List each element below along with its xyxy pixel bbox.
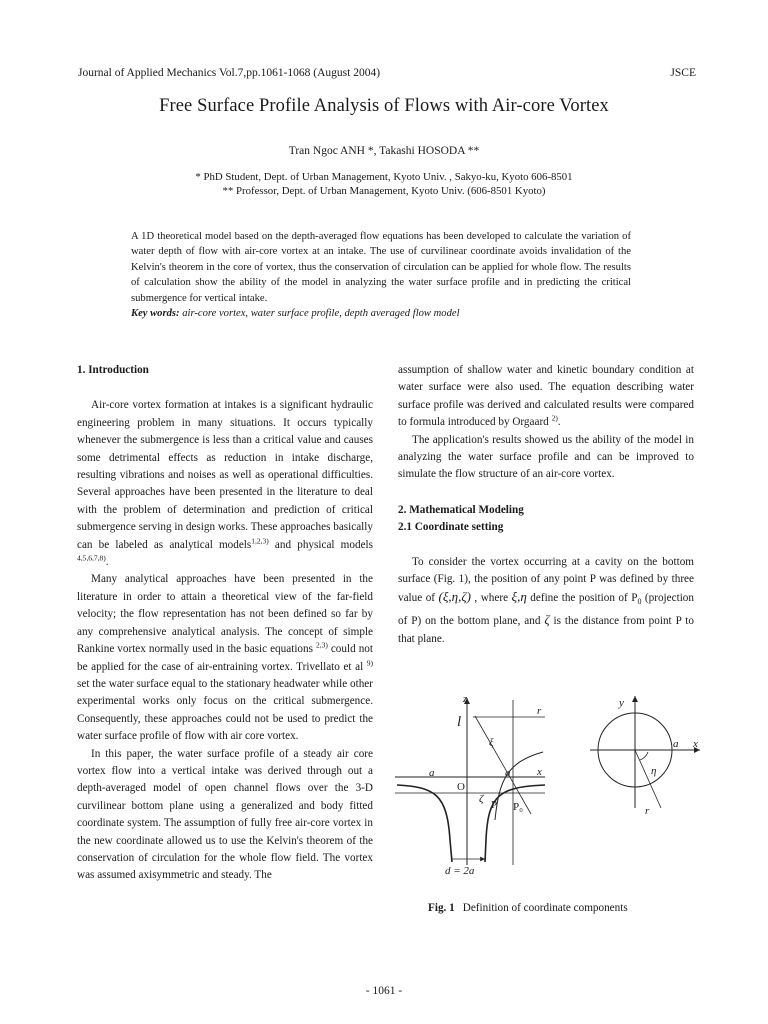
subscript: 0: [637, 597, 642, 607]
intro-paragraph-5: The application's results showed us the ability of the model in analyzing the water surface profile and can be improved to simulate the flow structure of an air-core vortex.: [398, 433, 694, 481]
keywords-label: Key words:: [131, 308, 180, 319]
label-x-right: x: [693, 738, 698, 750]
page-number: - 1061 -: [365, 985, 403, 997]
intro-paragraph-4: assumption of shallow water and kinetic boundary condition at water surface were also used. The equation describing water surface profile was derived and calculated results were compared to formula introduced by Orgaard $^{2)}$.: [398, 364, 694, 429]
affiliation-2: ** Professor, Dept. of Urban Management, Kyoto Univ. (606-8501 Kyoto): [222, 185, 546, 197]
label-a-mid: a: [505, 767, 511, 779]
label-a-right: a: [673, 738, 679, 750]
intro-paragraph-1: Air-core vortex formation at intakes is a significant hydraulic engineering problem in many situations. It occurs typically whenever the submergence is less than a critical value and causes some detrimental effects as reduction in intake discharge, resulting vibrations and noises as well as operational difficulties. Several approaches have been presented in the literature to deal with the problem of determination and prediction of critical submergence serving in design works. These approaches basically can be labeled as analytical models$^{1,2,3)}$ and physical models $^{4,5,6,7,8)}$.: [77, 399, 373, 569]
affiliation-1: * PhD Student, Dept. of Urban Management, Kyoto Univ. , Sakyo-ku, Kyoto 606-8501: [195, 171, 573, 183]
keywords: [131, 308, 651, 319]
right-column: [398, 362, 694, 648]
radius-line: [635, 750, 661, 808]
citation: 1,2,3): [251, 535, 269, 545]
society-label: JSCE: [670, 67, 696, 79]
section-heading-introduction: 1. Introduction: [77, 364, 149, 376]
citation: 2,3): [315, 640, 328, 650]
section-heading-modeling: 2. Mathematical Modeling: [398, 503, 524, 516]
label-r-right: r: [645, 805, 650, 817]
label-x: x: [537, 766, 542, 778]
abstract: A 1D theoretical model based on the depth-averaged flow equations has been developed to calculate the variation of water depth of flow with air-core vortex at an intake. The use of curvilinear coordinate avoids invalidation of the Kelvin's theorem in the core of vortex, thus the conservation of circulation can be applied for whole flow. The results of calculation show the ability of the model in analyzing the water surface profile and in predicting the critical submergence for vertical intake.: [131, 231, 631, 304]
math-zeta: ζ: [544, 612, 550, 628]
keywords-text: air-core vortex, water surface profile, depth averaged flow model: [179, 308, 460, 319]
left-column: [77, 362, 373, 885]
citation: 2): [551, 413, 558, 423]
label-p: P: [491, 799, 498, 811]
label-p0: P₀: [513, 801, 523, 813]
math-xi-eta: ξ,η: [511, 589, 527, 605]
label-y: y: [619, 697, 624, 709]
figure-caption: [428, 902, 628, 914]
right-surface-curve: [485, 785, 545, 862]
journal-header: Journal of Applied Mechanics Vol.7,pp.1061-1068 (August 2004): [78, 67, 381, 79]
label-eta: η: [651, 765, 657, 777]
authors: Tran Ngoc ANH *, Takashi HOSODA **: [288, 145, 480, 157]
intro-paragraph-3: In this paper, the water surface profile of a steady air core vortex flow into a vertical intake was derived through out a depth-averaged model of open channel flows over the 3-D curvilinear bottom plane using a generalized and body fitted coordinate system. The assumption of fully free air-core vortex in the new coordinate allowed us to use the Kelvin's theorem of the conservation of circulation for the whole flow field. The vortex was assumed axisymmetric and steady. The: [77, 747, 373, 882]
caption-label: Fig. 1: [428, 902, 455, 914]
plan-view-diagram: [590, 696, 700, 808]
figure-1-diagram: [395, 690, 725, 890]
label-r: r: [537, 705, 542, 717]
label-origin: O: [457, 781, 465, 793]
label-l: l: [457, 714, 462, 730]
affiliations: [0, 170, 768, 198]
citation: 9): [366, 657, 373, 667]
label-diameter: d = 2a: [445, 865, 475, 877]
label-xi: ξ: [489, 737, 494, 749]
label-a-left: a: [429, 767, 435, 779]
left-surface-curve: [397, 785, 452, 862]
label-z: z: [463, 693, 468, 705]
label-zeta: ζ: [479, 793, 484, 805]
paper-title: Free Surface Profile Analysis of Flows with Air-core Vortex: [159, 96, 609, 116]
coordinate-paragraph: To consider the vortex occurring at a cavity on the bottom surface (Fig. 1), the position of any point P was defined by three value of (ξ,η,ζ) , where ξ,η define the position of $P_0$ (projection of P) on the bottom plane, and ζ is the distance from point P to that plane.: [398, 555, 694, 645]
math-xi-eta-zeta: (ξ,η,ζ): [438, 589, 471, 605]
vortex-section-diagram: [395, 698, 545, 865]
eta-arc: [640, 752, 648, 760]
intro-paragraph-2: Many analytical approaches have been presented in the literature in order to attain a theoretical view of the far-field velocity; the flow representation has not been defined so far by any comprehensive analytical analysis. The concept of simple Rankine vortex normally used in the basic equations $^{2,3)}$ could not be applied for the case of air-entraining vortex. Trivellato et al $^{9)}$ set the water surface equal to the stationary headwater while other experimental works only focus on the critical submergence. Consequently, these approaches could not be used to predict the water surface profile of flow with air core vortex.: [77, 573, 373, 743]
subsection-heading-coordinate: 2.1 Coordinate setting: [398, 521, 504, 534]
caption-text: Definition of coordinate components: [462, 902, 628, 914]
citation: 4,5,6,7,8): [77, 553, 106, 563]
